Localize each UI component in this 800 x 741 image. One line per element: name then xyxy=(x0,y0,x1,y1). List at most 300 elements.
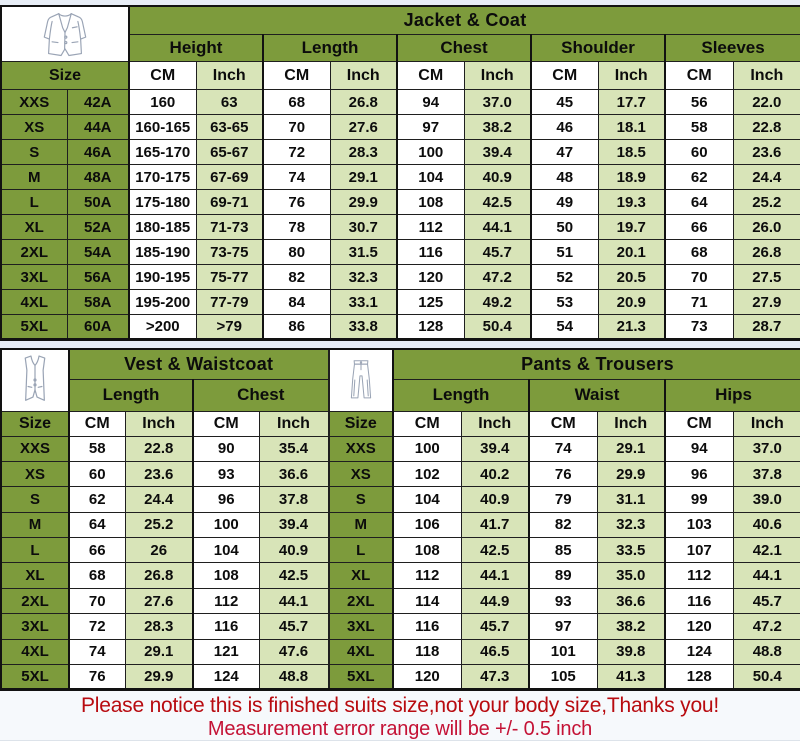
table-cell: 30.7 xyxy=(330,215,397,240)
table-cell: S xyxy=(1,487,69,512)
table-cell: 46 xyxy=(531,115,598,140)
table-cell: 116 xyxy=(665,588,733,613)
pants-group-waist: Waist xyxy=(529,379,665,411)
table-cell: 39.4 xyxy=(464,140,531,165)
table-cell: 33.8 xyxy=(330,315,397,340)
jacket-icon-cell xyxy=(1,6,129,62)
jacket-table-title: Jacket & Coat xyxy=(129,6,800,34)
table-cell: 72 xyxy=(69,614,125,639)
table-cell: 102 xyxy=(393,461,461,486)
table-cell: XS xyxy=(1,115,67,140)
table-cell: 27.5 xyxy=(733,265,800,290)
table-cell: 2XL xyxy=(1,588,69,613)
jacket-table-body xyxy=(1,90,800,340)
pants-icon-cell xyxy=(329,349,393,411)
table-cell: 64 xyxy=(665,190,733,215)
table-cell: L xyxy=(1,190,67,215)
table-cell: 26 xyxy=(125,538,193,563)
jacket-size-header: Size xyxy=(1,62,129,90)
table-cell: 4XL xyxy=(1,639,69,664)
unit-header-inch: Inch xyxy=(597,411,665,436)
table-cell: 49 xyxy=(531,190,598,215)
table-cell: 33.1 xyxy=(330,290,397,315)
jacket-group-chest: Chest xyxy=(397,34,531,61)
table-cell: 68 xyxy=(665,240,733,265)
table-row xyxy=(1,265,800,290)
table-cell: 29.9 xyxy=(125,665,193,690)
unit-header-cm: CM xyxy=(129,62,196,90)
table-cell: S xyxy=(1,140,67,165)
table-cell: 72 xyxy=(263,140,330,165)
table-cell: 29.1 xyxy=(330,165,397,190)
table-cell: 47.3 xyxy=(461,665,529,690)
table-cell: S xyxy=(329,487,393,512)
table-cell: 37.0 xyxy=(464,90,531,115)
jacket-icon xyxy=(17,9,113,59)
table-cell: 27.6 xyxy=(125,588,193,613)
table-cell: 112 xyxy=(393,563,461,588)
vest-icon-cell xyxy=(1,349,69,411)
table-cell: 82 xyxy=(263,265,330,290)
unit-header-cm: CM xyxy=(193,411,259,436)
table-row xyxy=(1,240,800,265)
table-row xyxy=(329,665,800,690)
unit-header-cm: CM xyxy=(393,411,461,436)
table-cell: 90 xyxy=(193,436,259,461)
table-cell: XL xyxy=(1,563,69,588)
table-cell: 35.0 xyxy=(597,563,665,588)
table-row xyxy=(1,563,328,588)
table-cell: XXS xyxy=(1,436,69,461)
table-cell: XXS xyxy=(329,436,393,461)
table-cell: 74 xyxy=(263,165,330,190)
table-cell: 190-195 xyxy=(129,265,196,290)
table-cell: 29.1 xyxy=(125,639,193,664)
table-cell: 45.7 xyxy=(259,614,328,639)
table-cell: 22.0 xyxy=(733,90,800,115)
table-cell: 26.8 xyxy=(330,90,397,115)
table-cell: 75-77 xyxy=(196,265,263,290)
table-row xyxy=(1,315,800,340)
bottom-tables-row xyxy=(0,348,800,691)
unit-header-inch: Inch xyxy=(598,62,665,90)
table-cell: 116 xyxy=(397,240,464,265)
table-cell: M xyxy=(1,512,69,537)
table-cell: 26.8 xyxy=(125,563,193,588)
table-cell: 48 xyxy=(531,165,598,190)
table-cell: 42.5 xyxy=(259,563,328,588)
table-cell: 3XL xyxy=(1,614,69,639)
table-cell: 45.7 xyxy=(464,240,531,265)
table-cell: 54A xyxy=(67,240,129,265)
table-cell: 5XL xyxy=(329,665,393,690)
table-row xyxy=(329,436,800,461)
table-cell: 44.1 xyxy=(259,588,328,613)
table-cell: 2XL xyxy=(329,588,393,613)
table-cell: 39.0 xyxy=(733,487,800,512)
table-cell: 27.9 xyxy=(733,290,800,315)
table-cell: 42.5 xyxy=(464,190,531,215)
table-cell: 32.3 xyxy=(330,265,397,290)
table-cell: 100 xyxy=(393,436,461,461)
table-cell: 56A xyxy=(67,265,129,290)
table-row xyxy=(1,290,800,315)
unit-header-cm: CM xyxy=(397,62,464,90)
table-cell: 60 xyxy=(665,140,733,165)
table-cell: 36.6 xyxy=(597,588,665,613)
table-cell: M xyxy=(329,512,393,537)
table-cell: 62 xyxy=(69,487,125,512)
table-cell: 76 xyxy=(529,461,597,486)
table-cell: 50.4 xyxy=(464,315,531,340)
table-cell: 118 xyxy=(393,639,461,664)
table-row xyxy=(1,614,328,639)
table-cell: 53 xyxy=(531,290,598,315)
table-cell: 64 xyxy=(69,512,125,537)
table-cell: 48.8 xyxy=(733,639,800,664)
table-cell: 2XL xyxy=(1,240,67,265)
unit-header-cm: CM xyxy=(665,411,733,436)
table-cell: 97 xyxy=(397,115,464,140)
table-cell: 120 xyxy=(665,614,733,639)
table-cell: 180-185 xyxy=(129,215,196,240)
table-cell: 84 xyxy=(263,290,330,315)
table-cell: 100 xyxy=(397,140,464,165)
table-cell: 40.9 xyxy=(464,165,531,190)
table-cell: 93 xyxy=(529,588,597,613)
table-row xyxy=(1,215,800,240)
table-cell: 56 xyxy=(665,90,733,115)
table-cell: 185-190 xyxy=(129,240,196,265)
unit-header-cm: CM xyxy=(665,62,733,90)
table-cell: 49.2 xyxy=(464,290,531,315)
table-cell: 125 xyxy=(397,290,464,315)
table-cell: 20.1 xyxy=(598,240,665,265)
table-cell: 108 xyxy=(393,538,461,563)
unit-header-cm: CM xyxy=(531,62,598,90)
table-cell: 58 xyxy=(69,436,125,461)
table-cell: 47.6 xyxy=(259,639,328,664)
table-cell: 37.8 xyxy=(259,487,328,512)
table-cell: 121 xyxy=(193,639,259,664)
table-cell: 31.1 xyxy=(597,487,665,512)
table-cell: 36.6 xyxy=(259,461,328,486)
table-cell: 42A xyxy=(67,90,129,115)
table-cell: 25.2 xyxy=(125,512,193,537)
table-cell: 44.1 xyxy=(464,215,531,240)
table-cell: 116 xyxy=(193,614,259,639)
table-cell: 38.2 xyxy=(464,115,531,140)
table-cell: 27.6 xyxy=(330,115,397,140)
table-row xyxy=(1,165,800,190)
unit-header-inch: Inch xyxy=(733,411,800,436)
vest-group-chest: Chest xyxy=(193,379,328,411)
table-cell: XXS xyxy=(1,90,67,115)
notice-area xyxy=(0,691,800,741)
jacket-group-length: Length xyxy=(263,34,397,61)
table-cell: 96 xyxy=(193,487,259,512)
table-cell: 46A xyxy=(67,140,129,165)
table-cell: 69-71 xyxy=(196,190,263,215)
table-row xyxy=(1,538,328,563)
table-row xyxy=(329,614,800,639)
table-cell: M xyxy=(1,165,67,190)
table-cell: 29.9 xyxy=(597,461,665,486)
table-cell: >79 xyxy=(196,315,263,340)
table-row xyxy=(329,512,800,537)
table-row xyxy=(329,639,800,664)
table-cell: 116 xyxy=(393,614,461,639)
table-cell: 18.5 xyxy=(598,140,665,165)
table-cell: 128 xyxy=(665,665,733,690)
table-cell: 160-165 xyxy=(129,115,196,140)
table-cell: 51 xyxy=(531,240,598,265)
table-cell: 46.5 xyxy=(461,639,529,664)
notice-line-2: Measurement error range will be +/- 0.5 inch xyxy=(207,718,593,741)
table-cell: 28.3 xyxy=(330,140,397,165)
table-cell: 94 xyxy=(665,436,733,461)
pants-table-title: Pants & Trousers xyxy=(393,349,800,379)
table-cell: 76 xyxy=(263,190,330,215)
table-cell: 19.3 xyxy=(598,190,665,215)
table-row xyxy=(1,639,328,664)
table-cell: 23.6 xyxy=(125,461,193,486)
table-cell: 48A xyxy=(67,165,129,190)
table-cell: 37.0 xyxy=(733,436,800,461)
table-cell: 4XL xyxy=(1,290,67,315)
table-cell: 63 xyxy=(196,90,263,115)
table-cell: 68 xyxy=(263,90,330,115)
table-cell: 52A xyxy=(67,215,129,240)
table-cell: 40.6 xyxy=(733,512,800,537)
table-cell: 54 xyxy=(531,315,598,340)
table-cell: 47.2 xyxy=(733,614,800,639)
table-cell: 26.8 xyxy=(733,240,800,265)
table-cell: 70 xyxy=(263,115,330,140)
table-cell: 39.4 xyxy=(461,436,529,461)
table-cell: 50 xyxy=(531,215,598,240)
table-cell: 37.8 xyxy=(733,461,800,486)
table-row xyxy=(1,487,328,512)
table-cell: 114 xyxy=(393,588,461,613)
notice-line-1: Please notice this is finished suits size,not your body size,Thanks you! xyxy=(80,694,720,718)
table-cell: 124 xyxy=(193,665,259,690)
table-row xyxy=(329,563,800,588)
table-cell: 104 xyxy=(397,165,464,190)
table-cell: 63-65 xyxy=(196,115,263,140)
jacket-group-sleeves: Sleeves xyxy=(665,34,800,61)
table-cell: 41.3 xyxy=(597,665,665,690)
table-row xyxy=(1,115,800,140)
table-cell: 62 xyxy=(665,165,733,190)
table-cell: 28.7 xyxy=(733,315,800,340)
unit-header-inch: Inch xyxy=(464,62,531,90)
table-cell: 45 xyxy=(531,90,598,115)
table-cell: 26.0 xyxy=(733,215,800,240)
table-cell: 40.9 xyxy=(259,538,328,563)
table-cell: 39.8 xyxy=(597,639,665,664)
table-cell: 100 xyxy=(193,512,259,537)
table-row xyxy=(1,90,800,115)
table-cell: 66 xyxy=(69,538,125,563)
table-cell: 86 xyxy=(263,315,330,340)
table-cell: 99 xyxy=(665,487,733,512)
table-cell: 160 xyxy=(129,90,196,115)
jacket-coat-table xyxy=(0,5,800,341)
table-cell: 52 xyxy=(531,265,598,290)
table-row xyxy=(329,487,800,512)
table-cell: 48.8 xyxy=(259,665,328,690)
table-cell: 101 xyxy=(529,639,597,664)
table-cell: 50.4 xyxy=(733,665,800,690)
table-cell: 73-75 xyxy=(196,240,263,265)
table-row xyxy=(1,140,800,165)
vest-table-title: Vest & Waistcoat xyxy=(69,349,328,379)
table-cell: 94 xyxy=(397,90,464,115)
table-cell: 60 xyxy=(69,461,125,486)
table-cell: 70 xyxy=(69,588,125,613)
table-cell: 108 xyxy=(193,563,259,588)
unit-header-cm: CM xyxy=(263,62,330,90)
table-cell: 104 xyxy=(193,538,259,563)
table-cell: 96 xyxy=(665,461,733,486)
table-cell: 44.9 xyxy=(461,588,529,613)
pants-size-header: Size xyxy=(329,411,393,436)
table-cell: 20.5 xyxy=(598,265,665,290)
table-cell: 108 xyxy=(397,190,464,215)
table-row xyxy=(1,512,328,537)
unit-header-inch: Inch xyxy=(461,411,529,436)
unit-header-cm: CM xyxy=(69,411,125,436)
table-cell: 60A xyxy=(67,315,129,340)
table-cell: 71 xyxy=(665,290,733,315)
table-cell: 38.2 xyxy=(597,614,665,639)
table-cell: 40.2 xyxy=(461,461,529,486)
unit-header-inch: Inch xyxy=(125,411,193,436)
table-cell: 31.5 xyxy=(330,240,397,265)
table-cell: 107 xyxy=(665,538,733,563)
table-cell: 47 xyxy=(531,140,598,165)
table-cell: 195-200 xyxy=(129,290,196,315)
table-cell: 22.8 xyxy=(125,436,193,461)
table-cell: 106 xyxy=(393,512,461,537)
table-cell: 35.4 xyxy=(259,436,328,461)
table-cell: 28.3 xyxy=(125,614,193,639)
table-cell: 120 xyxy=(393,665,461,690)
table-cell: 124 xyxy=(665,639,733,664)
vest-waistcoat-table xyxy=(0,348,329,691)
table-cell: 33.5 xyxy=(597,538,665,563)
table-cell: 73 xyxy=(665,315,733,340)
table-cell: 29.1 xyxy=(597,436,665,461)
table-cell: >200 xyxy=(129,315,196,340)
table-cell: 32.3 xyxy=(597,512,665,537)
pants-trousers-table xyxy=(329,348,800,691)
table-cell: 40.9 xyxy=(461,487,529,512)
table-cell: 78 xyxy=(263,215,330,240)
table-cell: 89 xyxy=(529,563,597,588)
table-row xyxy=(329,538,800,563)
table-cell: 41.7 xyxy=(461,512,529,537)
table-cell: 170-175 xyxy=(129,165,196,190)
table-row xyxy=(329,588,800,613)
vest-group-length: Length xyxy=(69,379,193,411)
jacket-group-shoulder: Shoulder xyxy=(531,34,665,61)
table-cell: XL xyxy=(329,563,393,588)
table-cell: XS xyxy=(329,461,393,486)
table-cell: 25.2 xyxy=(733,190,800,215)
table-cell: 17.7 xyxy=(598,90,665,115)
table-cell: 39.4 xyxy=(259,512,328,537)
table-cell: 112 xyxy=(397,215,464,240)
table-cell: 21.3 xyxy=(598,315,665,340)
table-cell: 45.7 xyxy=(461,614,529,639)
table-cell: 67-69 xyxy=(196,165,263,190)
unit-header-inch: Inch xyxy=(259,411,328,436)
table-cell: 80 xyxy=(263,240,330,265)
table-cell: 18.9 xyxy=(598,165,665,190)
mid-strip xyxy=(0,341,800,348)
table-cell: 175-180 xyxy=(129,190,196,215)
table-cell: 5XL xyxy=(1,665,69,690)
table-row xyxy=(1,665,328,690)
table-cell: 42.1 xyxy=(733,538,800,563)
unit-header-cm: CM xyxy=(529,411,597,436)
table-cell: 77-79 xyxy=(196,290,263,315)
table-cell: 128 xyxy=(397,315,464,340)
table-cell: 74 xyxy=(69,639,125,664)
pants-group-hips: Hips xyxy=(665,379,800,411)
table-cell: 22.8 xyxy=(733,115,800,140)
table-row xyxy=(1,461,328,486)
table-cell: 4XL xyxy=(329,639,393,664)
table-cell: 24.4 xyxy=(733,165,800,190)
table-cell: L xyxy=(1,538,69,563)
table-cell: 42.5 xyxy=(461,538,529,563)
table-row xyxy=(1,436,328,461)
table-cell: 82 xyxy=(529,512,597,537)
table-cell: 104 xyxy=(393,487,461,512)
table-row xyxy=(1,190,800,215)
table-cell: 71-73 xyxy=(196,215,263,240)
vest-icon xyxy=(9,352,61,408)
table-cell: 93 xyxy=(193,461,259,486)
table-cell: 85 xyxy=(529,538,597,563)
table-cell: 5XL xyxy=(1,315,67,340)
table-cell: 24.4 xyxy=(125,487,193,512)
table-cell: 3XL xyxy=(329,614,393,639)
table-cell: 65-67 xyxy=(196,140,263,165)
table-cell: 20.9 xyxy=(598,290,665,315)
table-cell: 58A xyxy=(67,290,129,315)
table-cell: 165-170 xyxy=(129,140,196,165)
table-cell: L xyxy=(329,538,393,563)
table-cell: 70 xyxy=(665,265,733,290)
table-cell: 120 xyxy=(397,265,464,290)
table-cell: 50A xyxy=(67,190,129,215)
vest-table-body xyxy=(1,436,328,690)
jacket-group-height: Height xyxy=(129,34,263,61)
unit-header-inch: Inch xyxy=(330,62,397,90)
table-row xyxy=(329,461,800,486)
table-cell: 97 xyxy=(529,614,597,639)
unit-header-inch: Inch xyxy=(733,62,800,90)
unit-header-inch: Inch xyxy=(196,62,263,90)
table-cell: 18.1 xyxy=(598,115,665,140)
table-cell: 44.1 xyxy=(461,563,529,588)
table-cell: 45.7 xyxy=(733,588,800,613)
table-cell: XS xyxy=(1,461,69,486)
